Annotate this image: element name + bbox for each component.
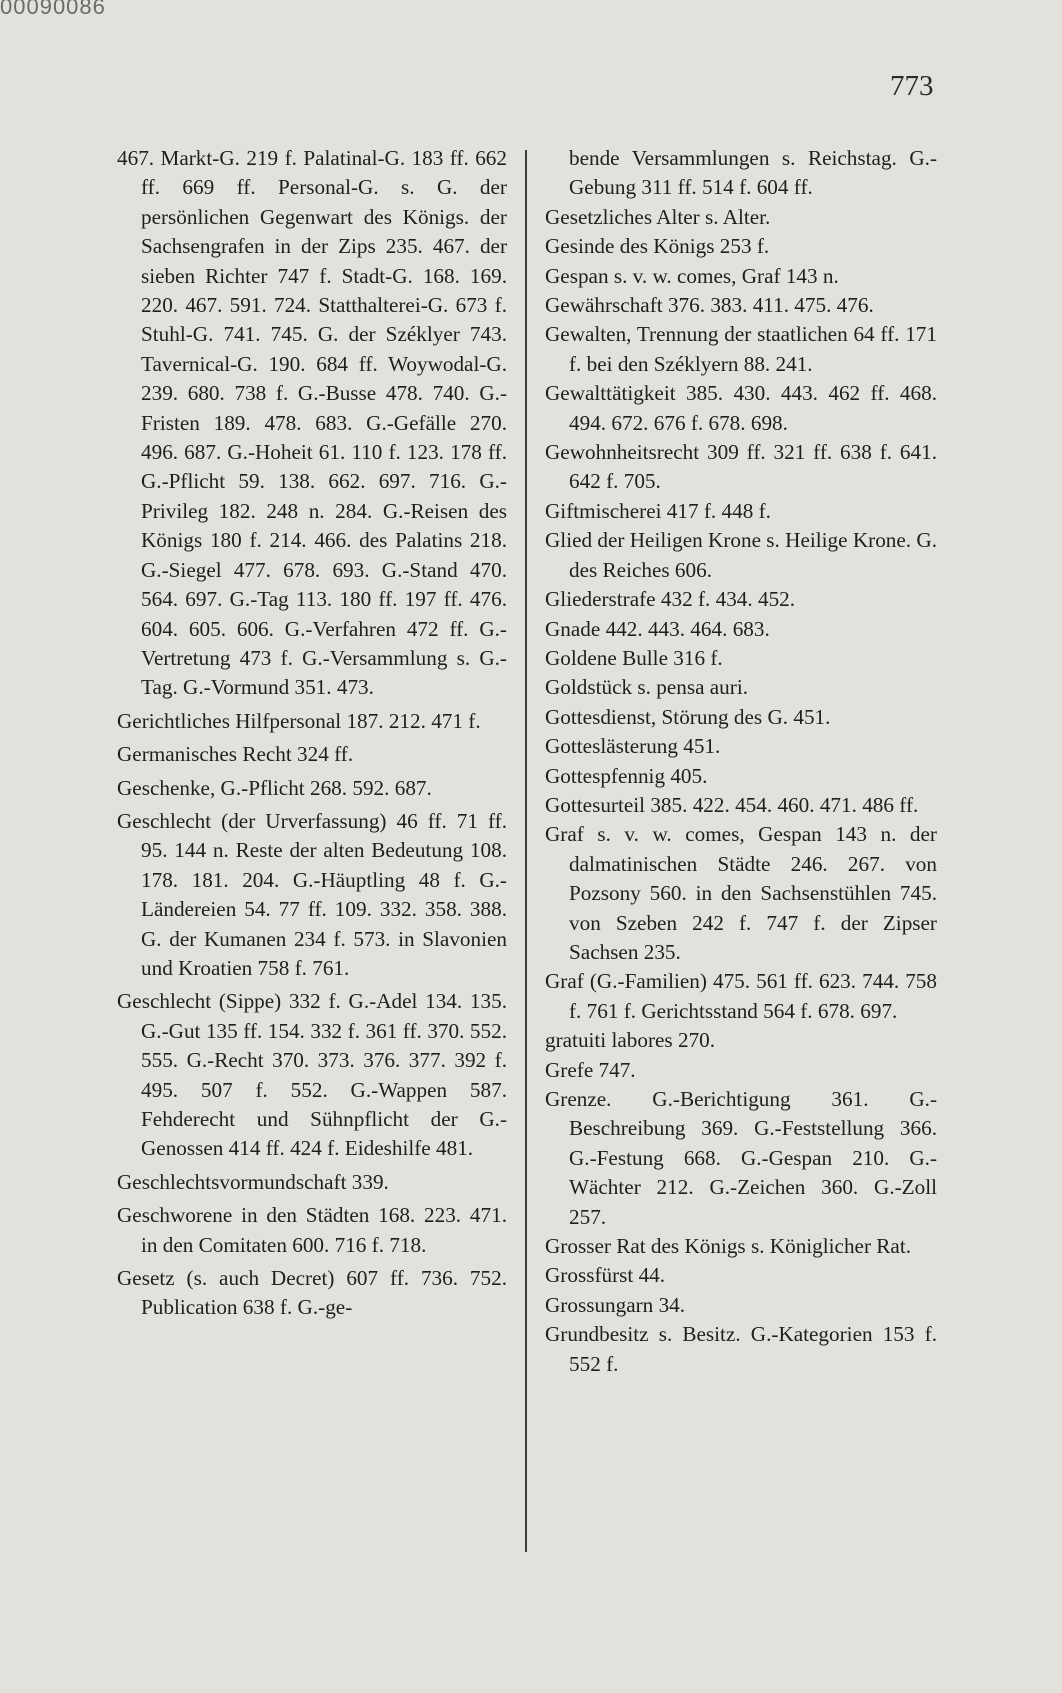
index-entry: Gespan s. v. w. comes, Graf 143 n. [545,263,839,288]
index-entry: Geschworene in den Städten 168. 223. 471. in den Comitaten 600. 716 f. 718. [117,1203,507,1257]
index-entry: Grossungarn 34. [545,1292,686,1317]
index-entry: Goldstück s. pensa auri. [545,675,749,700]
index-entry: Geschlecht (der Urverfassung) 46 ff. 71 ff. 95. 144 n. Reste der alten Bedeutung 108. 178. 181. 204. G.-Häuptling 48 f. G.-Ländereien 54. 77 ff. 109. 332. 358. 388. G. der Kumanen 234 f. 573. in Slavonien und Kroatien 758 f. 761. [117,808,507,980]
index-entry: Goldene Bulle 316 f. [545,645,723,670]
index-entry: Grenze. G.-Berichtigung 361. G.-Beschreibung 369. G.-Feststellung 366. G.-Festung 668. G.-Gespan 210. G.-Wächter 212. G.-Zeichen 360. G.-Zoll 257. [545,1087,937,1229]
index-entry: Germanisches Recht 324 ff. [117,742,354,767]
index-entry: Gesetzliches Alter s. Alter. [545,204,771,229]
index-entry: Gottesdienst, Störung des G. 451. [545,704,831,729]
index-entry: Gewalttätigkeit 385. 430. 443. 462 ff. 468. 494. 672. 676 f. 678. 698. [545,381,937,435]
index-entry: Gerichtliches Hilfpersonal 187. 212. 471 f. [117,708,481,733]
index-entry: Glied der Heiligen Krone s. Heilige Krone. G. des Reiches 606. [545,528,937,582]
index-column-left [117,144,507,1323]
index-entry: Geschlechtsvormundschaft 339. [117,1169,389,1194]
column-divider [525,150,527,1552]
index-entry: Grossfürst 44. [545,1263,666,1288]
index-entry: Gewalten, Trennung der staatlichen 64 ff. 171 f. bei den Széklyern 88. 241. [545,322,937,376]
index-entry: Gewohnheitsrecht 309 ff. 321 ff. 638 f. 641. 642 f. 705. [545,440,937,494]
index-entry: Grundbesitz s. Besitz. G.-Kategorien 153 f. 552 f. [545,1322,937,1376]
index-entry: Gewährschaft 376. 383. 411. 475. 476. [545,293,874,318]
index-entry: 467. Markt-G. 219 f. Palatinal-G. 183 ff. 662 ff. 669 ff. Personal-G. s. G. der persönlichen Gegenwart des Königs. der Sachsengrafen in der Zips 235. 467. der sieben Richter 747 f. Stadt-G. 168. 169. 220. 467. 591. 724. Statthalterei-G. 673 f. Stuhl-G. 741. 745. G. der Széklyer 743. Tavernical-G. 190. 684 ff. Woywodal-G. 239. 680. 738 f. G.-Busse 478. 740. G.-Fristen 189. 478. 683. G.-Gefälle 270. 496. 687. G.-Hoheit 61. 110 f. 123. 178 ff. G.-Pflicht 59. 138. 662. 697. 716. G.-Privileg 182. 248 n. 284. G.-Reisen des Königs 180 f. 214. 466. des Palatins 218. G.-Siegel 477. 678. 693. G.-Stand 470. 564. 697. G.-Tag 113. 180 ff. 197 ff. 476. 604. 605. 606. G.-Verfahren 472 ff. G.-Vertretung 473 f. G.-Versammlung s. G.-Tag. G.-Vormund 351. 473. [117,146,507,700]
index-column-right [545,144,937,1379]
scan-id: 00090086 [0,0,106,19]
index-entry: Gesetz (s. auch Decret) 607 ff. 736. 752. Publication 638 f. G.-ge- [117,1266,507,1320]
index-entry: Gottespfennig 405. [545,763,708,788]
index-entry: Gotteslästerung 451. [545,734,721,759]
index-entry: Gliederstrafe 432 f. 434. 452. [545,587,796,612]
index-entry: Gnade 442. 443. 464. 683. [545,616,770,641]
index-entry: Geschlecht (Sippe) 332 f. G.-Adel 134. 135. G.-Gut 135 ff. 154. 332 f. 361 ff. 370. 552. 555. G.-Recht 370. 373. 376. 377. 392 f. 495. 507 f. 552. G.-Wappen 587. Fehderecht und Sühnpflicht der G.-Genossen 414 ff. 424 f. Eideshilfe 481. [117,989,507,1161]
page-number: 773 [890,70,934,102]
index-entry: Grosser Rat des Königs s. Königlicher Rat. [545,1234,912,1259]
index-entry: Graf s. v. w. comes, Gespan 143 n. der dalmatinischen Städte 246. 267. von Pozsony 560. in den Sachsenstühlen 745. von Szeben 242 f. 747 f. der Zipser Sachsen 235. [545,822,937,964]
index-entry: Geschenke, G.-Pflicht 268. 592. 687. [117,775,432,800]
index-entry: Giftmischerei 417 f. 448 f. [545,498,771,523]
index-entry: gratuiti labores 270. [545,1028,716,1053]
index-entry: Gesinde des Königs 253 f. [545,234,770,259]
index-entry-continuation: bende Versammlungen s. Reichstag. G.-Gebung 311 ff. 514 f. 604 ff. [569,146,937,200]
index-entry: Grefe 747. [545,1057,636,1082]
index-entry: Graf (G.-Familien) 475. 561 ff. 623. 744. 758 f. 761 f. Gerichtsstand 564 f. 678. 697. [545,969,937,1023]
index-entry: Gottesurteil 385. 422. 454. 460. 471. 486 ff. [545,792,919,817]
